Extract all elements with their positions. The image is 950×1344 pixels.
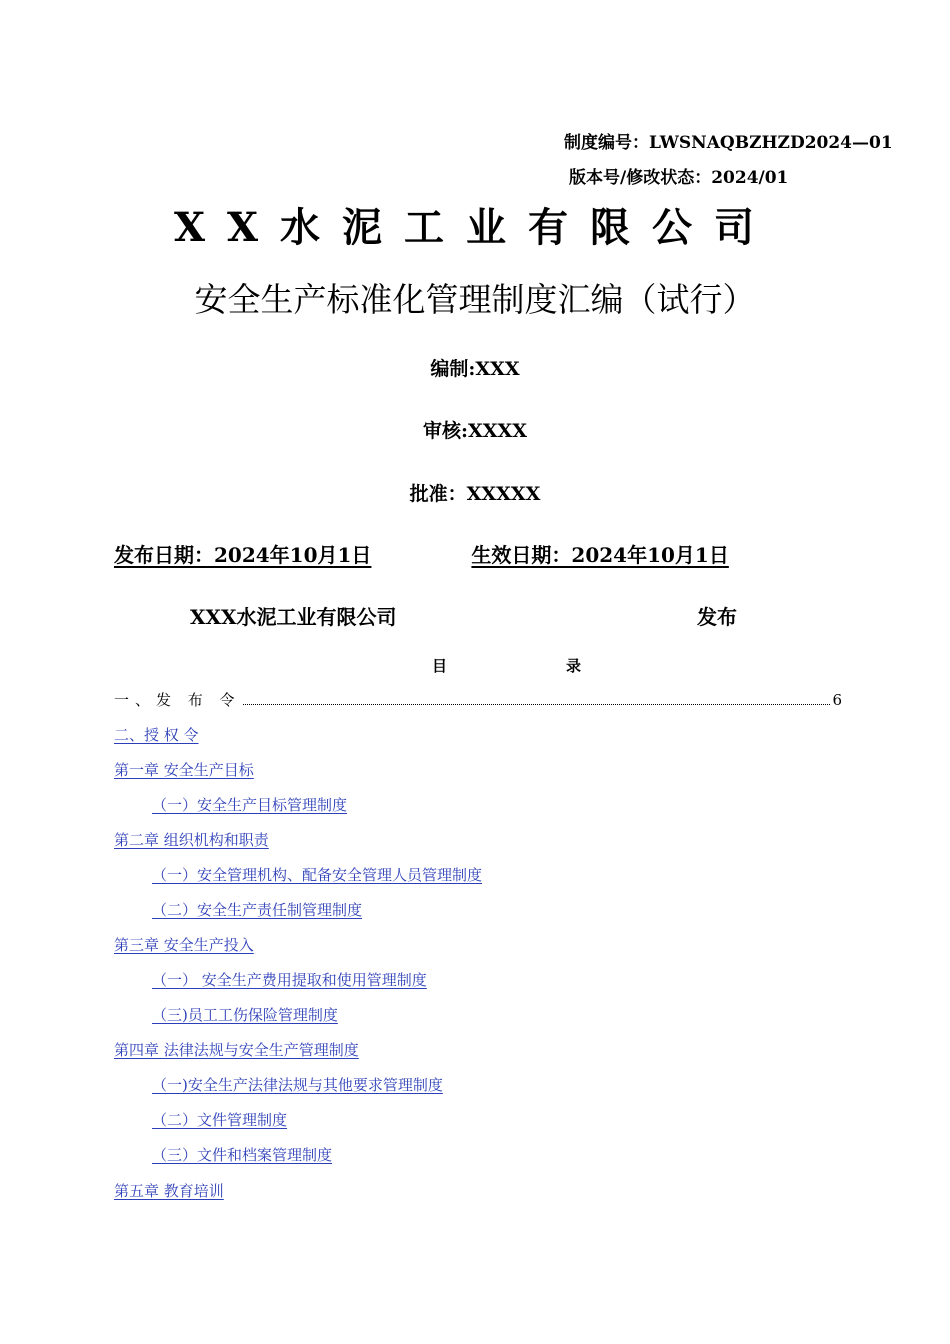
publish-date: 发布日期：2024年10月1日 [114,543,372,567]
company-title: XX水泥工业有限公司 [173,204,777,251]
publisher-company: XXX水泥工业有限公司 [190,605,397,629]
toc-link-chapter-5[interactable]: 第五章 教育培训 [114,1182,224,1200]
toc-link-4-1[interactable]: （一)安全生产法律法规与其他要求管理制度 [152,1076,443,1094]
approved-by: 批准：XXXXX [409,483,541,505]
version-status: 版本号/修改状态：2024/01 [569,168,789,188]
reviewed-by: 审核:XXXX [423,420,527,442]
toc-link-chapter-2[interactable]: 第二章 组织机构和职责 [114,831,269,849]
compiled-by: 编制:XXX [430,358,520,380]
toc-link-chapter-1[interactable]: 第一章 安全生产目标 [114,761,254,779]
toc-link-4-2[interactable]: （二）文件管理制度 [152,1111,288,1129]
toc-entry-label: 一、发 布 令 [114,691,241,709]
toc-heading-left: 目 [432,657,448,675]
toc-link-chapter-4[interactable]: 第四章 法律法规与安全生产管理制度 [114,1041,359,1059]
toc-link-2-2[interactable]: （二）安全生产责任制管理制度 [152,901,363,919]
toc-link-3-3[interactable]: （三)员工工伤保险管理制度 [152,1006,338,1024]
toc-link-authorization[interactable]: 二、授 权 令 [114,726,199,744]
toc-entry-release-order[interactable] [114,689,842,710]
toc-link-3-1[interactable]: （一） 安全生产费用提取和使用管理制度 [152,971,427,989]
toc-link-4-3[interactable]: （三）文件和档案管理制度 [152,1146,333,1164]
doc-number: 制度编号：LWSNAQBZHZD2024—01 [564,133,893,153]
toc-page-number: 6 [832,691,842,709]
document-title: 安全生产标准化管理制度汇编（试行） [194,280,756,319]
toc-leader-dots [243,704,831,705]
toc-heading-right: 录 [566,657,582,675]
toc-link-1-1[interactable]: （一）安全生产目标管理制度 [152,796,348,814]
dates-line [114,539,729,568]
toc-link-chapter-3[interactable]: 第三章 安全生产投入 [114,936,254,954]
toc-link-2-1[interactable]: （一）安全管理机构、配备安全管理人员管理制度 [152,866,483,884]
effective-date: 生效日期：2024年10月1日 [471,543,729,567]
publisher-action: 发布 [697,605,737,629]
